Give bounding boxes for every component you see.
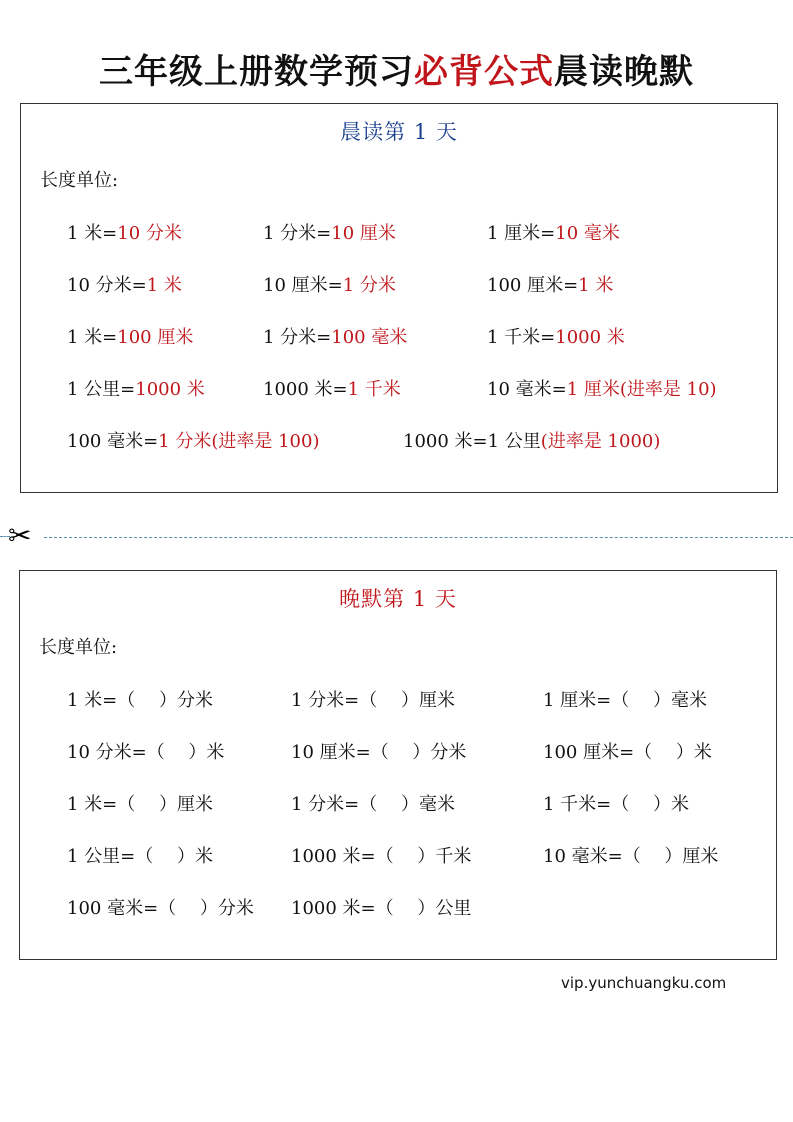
evening-section-label: 长度单位: [39,637,118,658]
evening-blank: 1 厘米=（ ）毫米 [543,690,707,711]
evening-blank: 10 厘米=（ ）分米 [291,742,467,763]
page-title [0,44,793,93]
evening-blank: 10 毫米=（ ）厘米 [543,846,719,867]
morning-formula: 1 千米=1000 米 [487,327,625,348]
morning-formula: 1000 米=1 千米 [263,379,401,400]
morning-formula: 1 厘米=10 毫米 [487,223,620,244]
title-part2: 必背公式 [414,52,554,92]
morning-formula: 10 毫米=1 厘米(进率是 10) [487,379,717,400]
evening-blank: 1 分米=（ ）厘米 [291,690,455,711]
evening-blank: 1 千米=（ ）米 [543,794,689,815]
evening-blank: 10 分米=（ ）米 [67,742,225,763]
evening-blank: 1 米=（ ）厘米 [67,794,213,815]
evening-blank: 1 分米=（ ）毫米 [291,794,455,815]
watermark-url: vip.yunchuangku.com [561,974,727,992]
morning-formula: 1 公里=1000 米 [67,379,205,400]
evening-blank: 100 厘米=（ ）米 [543,742,712,763]
morning-formula: 10 厘米=1 分米 [263,275,396,296]
title-part1: 三年级上册数学预习 [99,52,414,92]
morning-formula: 100 毫米=1 分米(进率是 100) [67,431,320,452]
evening-blank: 1 米=（ ）分米 [67,690,213,711]
morning-reading-box [20,103,778,493]
evening-heading: 晚默第 1 天 [339,587,457,611]
morning-formula: 1 米=10 分米 [67,223,182,244]
evening-blank: 100 毫米=（ ）分米 [67,898,254,919]
morning-heading: 晨读第 1 天 [340,120,458,144]
evening-blank: 1 公里=（ ）米 [67,846,213,867]
morning-formula: 1 分米=10 厘米 [263,223,396,244]
title-part3: 晨读晚默 [554,52,694,92]
evening-blank: 1000 米=（ ）千米 [291,846,472,867]
morning-formula: 1000 米=1 公里(进率是 1000) [403,431,661,452]
morning-formula: 100 厘米=1 米 [487,275,614,296]
cut-line [44,537,793,538]
morning-formula: 1 米=100 厘米 [67,327,194,348]
morning-section-label: 长度单位: [40,170,119,191]
evening-dictation-box [19,570,777,960]
evening-blank: 1000 米=（ ）公里 [291,898,472,919]
morning-formula: 1 分米=100 毫米 [263,327,408,348]
morning-formula: 10 分米=1 米 [67,275,182,296]
scissors-icon: ✂ [8,519,32,552]
